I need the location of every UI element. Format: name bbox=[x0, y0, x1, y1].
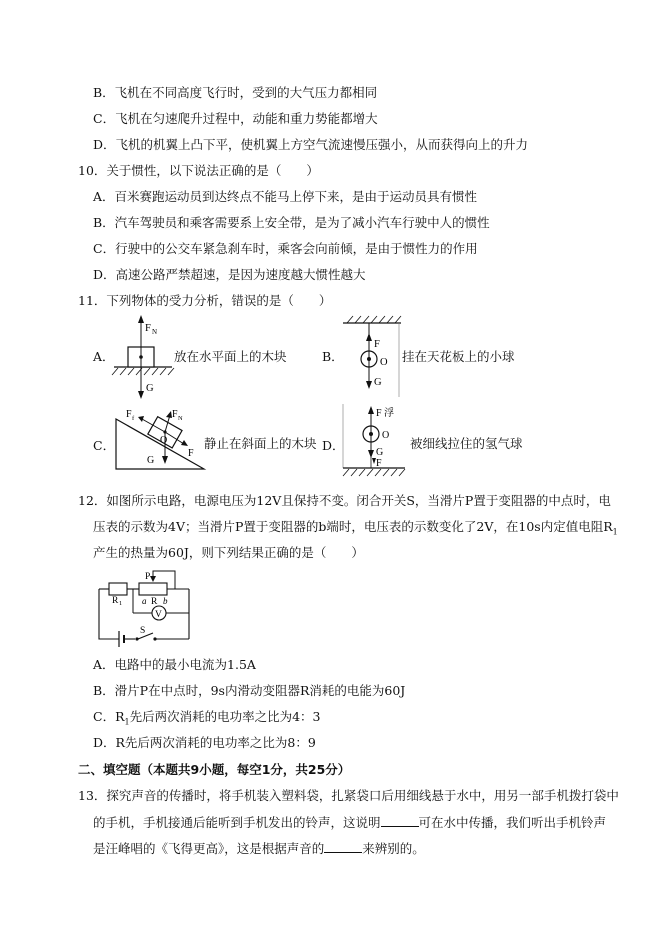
circuit-p-label: P bbox=[145, 572, 151, 582]
q11-option-b-letter: B． bbox=[322, 349, 344, 364]
circuit-v-label: V bbox=[155, 610, 162, 620]
circuit-r1-sub: 1 bbox=[119, 600, 123, 607]
section-title-fill-in: 二、填空题（本题共9小题，每空1分，共25分） bbox=[78, 762, 351, 777]
q11d-g-label: G bbox=[376, 447, 384, 458]
q10-stem: 10．关于惯性，以下说法正确的是（ ） bbox=[78, 163, 319, 178]
q11b-o-label: O bbox=[380, 357, 388, 368]
q11a-fn-sub: N bbox=[152, 328, 158, 336]
q11-option-d-text: 被细线拉住的氢气球 bbox=[410, 436, 523, 451]
q13-line3: 是汪峰唱的《飞得更高》，这是根据声音的 来辨别的。 bbox=[93, 841, 425, 856]
q11c-ff-sub: f bbox=[132, 415, 135, 422]
q10-option-c: C．行驶中的公交车紧急刹车时，乘客会向前倾，是由于惯性力的作用 bbox=[93, 241, 478, 256]
q11-figure-d bbox=[341, 402, 407, 482]
q9-option-c: C．飞机在匀速爬升过程中，动能和重力势能都增大 bbox=[93, 111, 378, 126]
q12-option-a: A．电路中的最小电流为1.5A bbox=[93, 657, 256, 672]
q11-stem: 11．下列物体的受力分析，错误的是（ ） bbox=[78, 293, 332, 308]
q12-stem-line3: 产生的热量为60J，则下列结果正确的是（ ） bbox=[93, 545, 364, 560]
q13-line2: 的手机，手机接通后能听到手机发出的铃声，这说明 可在水中传播，我们听出手机铃声 bbox=[93, 815, 607, 830]
q11d-ffloat-label: F 浮 bbox=[376, 408, 395, 419]
q10-option-b: B．汽车驾驶员和乘客需要系上安全带，是为了减小汽车行驶中人的惯性 bbox=[93, 215, 490, 230]
q11-figure-a bbox=[108, 313, 178, 403]
circuit-s-label: S bbox=[140, 626, 146, 636]
q12-stem-line2: 压表的示数为4V；当滑片P置于变阻器的b端时，电压表的示数变化了2V，在10s内定值电阻$R_1$ bbox=[93, 519, 618, 537]
q11a-fn-label: F bbox=[145, 323, 151, 334]
q11-option-d-letter: D． bbox=[322, 438, 345, 453]
q12-option-d: D．R先后两次消耗的电功率之比为8：9 bbox=[93, 735, 316, 750]
q10-option-a: A．百米赛跑运动员到达终点不能马上停下来，是由于运动员具有惯性 bbox=[93, 189, 478, 204]
q9-option-b: B．飞机在不同高度飞行时，受到的大气压力都相同 bbox=[93, 85, 378, 100]
q11-figure-c bbox=[112, 405, 208, 473]
q12-stem-line1: 12．如图所示电路，电源电压为12V且保持不变。闭合开关S，当滑片P置于变阻器的中点时，电 bbox=[78, 493, 611, 508]
q11d-f-label: F bbox=[376, 458, 382, 469]
q11-figure-b bbox=[341, 313, 403, 399]
q11c-fn-label: F bbox=[172, 409, 178, 420]
q11a-g-label: G bbox=[146, 383, 154, 394]
q11-option-a-letter: A． bbox=[93, 349, 115, 364]
circuit-b-label: b bbox=[163, 596, 168, 606]
q10-option-d: D．高速公路严禁超速，是因为速度越大惯性越大 bbox=[93, 267, 366, 282]
q12-option-c: C．$R_1$先后两次消耗的电功率之比为4：3 bbox=[93, 709, 321, 727]
q11c-f-label: F bbox=[188, 448, 194, 459]
q9-option-d: D．飞机的机翼上凸下平，使机翼上方空气流速慢压强小，从而获得向上的升力 bbox=[93, 137, 529, 152]
q11b-f-label: F bbox=[374, 339, 380, 350]
q11-option-b-text: 挂在天花板上的小球 bbox=[402, 349, 515, 364]
q12-option-b: B．滑片P在中点时，9s内滑动变阻器R消耗的电能为60J bbox=[93, 683, 406, 698]
q11b-g-label: G bbox=[374, 377, 382, 388]
q11c-ff-label: F bbox=[126, 409, 132, 420]
q11c-fn-sub: N bbox=[178, 415, 183, 422]
q13-line1: 13．探究声音的传播时，将手机装入塑料袋，扎紧袋口后用细线悬于水中，用另一部手机拨打袋中 bbox=[78, 788, 619, 803]
q12-circuit-diagram bbox=[93, 567, 197, 651]
q11d-o-label: O bbox=[382, 430, 390, 441]
q11-option-a-text: 放在水平面上的木块 bbox=[174, 349, 287, 364]
q11c-g-label: G bbox=[147, 455, 155, 466]
q11-option-c-letter: C． bbox=[93, 438, 116, 453]
circuit-r1-label: R bbox=[112, 596, 119, 606]
q13-blank-1[interactable] bbox=[381, 814, 419, 827]
q11-option-c-text: 静止在斜面上的木块 bbox=[204, 436, 317, 451]
q11c-o-label: O bbox=[160, 435, 168, 446]
circuit-a-label: a bbox=[142, 596, 147, 606]
q13-blank-2[interactable] bbox=[324, 840, 362, 853]
circuit-r-label: R bbox=[151, 597, 158, 607]
